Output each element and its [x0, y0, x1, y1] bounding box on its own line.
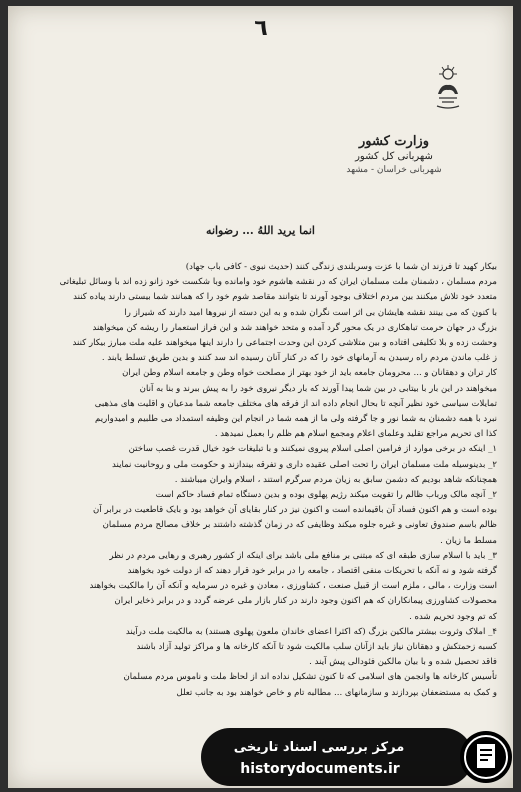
watermark-background [201, 728, 473, 786]
document-heading: انما یرید اللهُ ... رضوانه [206, 224, 315, 237]
watermark-title: مرکز بررسی اسناد تاریخی [233, 740, 405, 755]
body-line: ۴_ املاک وثروت بیشتر مالکین بزرگ (که اکثرا اعضای خاندان ملعون پهلوی هستند) به مالکیت ملت درآیند [125, 626, 497, 637]
body-line: گرفته شود و نه آنکه با تحریکات منفی اقتصاد ، جامعه را در برابر خود قرار دهند که از دولت خود بخواهند [127, 566, 497, 577]
body-line: ۲_ بدینوسیله ملت مسلمان ایران را تحت اصلی عقیده داری و تفرقه بیندازند و حکومت ملی و روحانیت نمایند [111, 459, 497, 470]
body-line: همچنانکه شاهد بودیم که دشمن سابق به زیان مردم سرگرم استند ، اسلام وایران میباشند . [174, 474, 497, 485]
office-name: شهربانی خراسان - مشهد [346, 165, 442, 175]
body-line: ز غلب ماندن مردم راه رسیدن به آرمانهای خود را که در کنار آنان رسیده اند سد کنند و بدین طریق تسلط یابند . [101, 353, 497, 364]
body-line: مسلط ما زیان . [440, 535, 497, 546]
letterhead [319, 134, 469, 175]
body-line: است وزارت ، مالی ، ملزم است از قبیل صنعت ، کشاورزی ، معادن و غیره در سرمایه و آنکه آن را مالکیت بخواهند [89, 581, 497, 592]
body-line: که تم وجود تحریم شده . [409, 611, 497, 622]
page-number: ٦ [254, 16, 268, 41]
body-line: کذا ای تحریم مراجع تقلید وعلمای اعلام ومجمع اسلام هم ظلم را بعمل نمیدهد . [214, 429, 497, 440]
lion-and-sun-emblem-icon [433, 64, 463, 112]
body-line: میخواهند در این بار با بیتابی در بین شما پیدا آورند که بار دیگر نیروی خود را به پیش ببرند و بنا به آنان [139, 383, 497, 394]
body-line: تأسیس کارخانه ها وانجمن های اسلامی که تا کنون تشکیل نداده اند از لحاظ ملت و ناموس مردم مسلمان [123, 672, 497, 683]
body-line: کار تران و دهقانان و ... محرومان جامعه باید از خود بهتر از مصلحت خواه وطن و جامعه اسلام وطن ایران [122, 368, 497, 379]
body-line: ۳_ باید با اسلام سازی طبقه ای که مبتنی بر منافع ملی باشد برای اینکه از کشور رهبری و رهایی مردم در نظر [109, 550, 497, 561]
body-line: ۱_ اینکه در برخی موارد از فرامین اصلی اسلام پیروی نمیکنند و با تبلیغات خود خیال قدرت غصب ساختن [128, 444, 497, 455]
body-line: کسبه زحمتکش و دهقانان نیاز باید ازآنان سلب مالکیت شود تا آنکه کارخانه ها و مراکز تولید آزاد باشند [136, 642, 497, 653]
body-line: بزرگ در جهان حرمت تباهکاری در یک محور گرد آمده و متحد خواهند شد و این فراز استعمار را ریشه کن میخواهند [92, 322, 497, 333]
document-page [8, 6, 513, 788]
ministry-name: وزارت کشور [359, 134, 429, 149]
body-line: متعدد خود تلاش میکنند بین مردم اختلاف بوجود آورند تا بتوانند مقاصد شوم خود را که همانند شما بیستی دارند پیاده کنند [73, 292, 497, 303]
document-seal-icon [459, 730, 513, 784]
body-line: مردم مسلمان ، دشمنان ملت مسلمان ایران که در نقشه هاشوم خود وامانده وبا شکست خود زانو زده اند با وسائل تبلیغاتی [59, 277, 497, 288]
department-name: شهربانی کل کشور [355, 151, 433, 162]
document-body [24, 260, 497, 780]
body-line: محصولات کشاورزی پیمانکاران که هم اکنون وجود دارند در کنار بازار ملی عرضه گردد و در برابر ذخایر ایران [114, 596, 497, 607]
body-line: نبرد با همه دشمنان به شما نور و جا گرفته ولی ما از همه شما در انجام این وظیفه استمداد می طلبیم و امیدواریم [95, 414, 497, 425]
body-line: ۲_ آنچه مالک ورباب ظالم را تقویت میکند رژیم پهلوی بوده و بدین دستگاه تمام فساد حاکم است [155, 490, 497, 501]
body-line: بیکار کهید تا فرزند ان شما با عزت وسربلندی زندگی کنند (حدیث نبوی - کافی باب جهاد) [185, 262, 497, 272]
body-line: فاقد تحصیل شده و با بیان مالکین فئودالی پیش آیند . [309, 657, 497, 668]
body-line: بوده است و هم اکنون فساد آن باقیمانده است و اکنون نیز در کنار بقایای آن خواهد بود و بایک قاطعیت در برابر آن [93, 505, 497, 516]
body-line: تمایلات سیاسی خود نظیر آنچه تا بحال انجام داده اند از فرقه های مختلف جامعه شما مدعیان و اقلیت های مذهبی [94, 398, 497, 409]
body-line: و کمک به مستضعفان بپردازند و سازمانهای ... مطالبه تام و خاص خواهند بود به جانب تعلل [176, 687, 497, 698]
watermark-url: historydocuments.ir [240, 761, 400, 777]
body-line: وحشت زده و بلا تکلیفی افتاده و بین متلاشی کردن این وحدت اجتماعی را دارند اینها میخواهند علیه ملت مبارز بیکار کنند [72, 338, 497, 349]
body-line: ظالم باسم صندوق تعاونی و غیره جلوه میکند وظایفی که در زمان گذشته داشتند بر خلاف مصالح مردم مسلمان [102, 520, 497, 531]
watermark-badge [195, 726, 513, 786]
body-line: با کنون که می بینند نقشه هایشان بی اثر است نگران شده و به این دسته از نیروها امید دارند که شیراز را [124, 307, 497, 318]
